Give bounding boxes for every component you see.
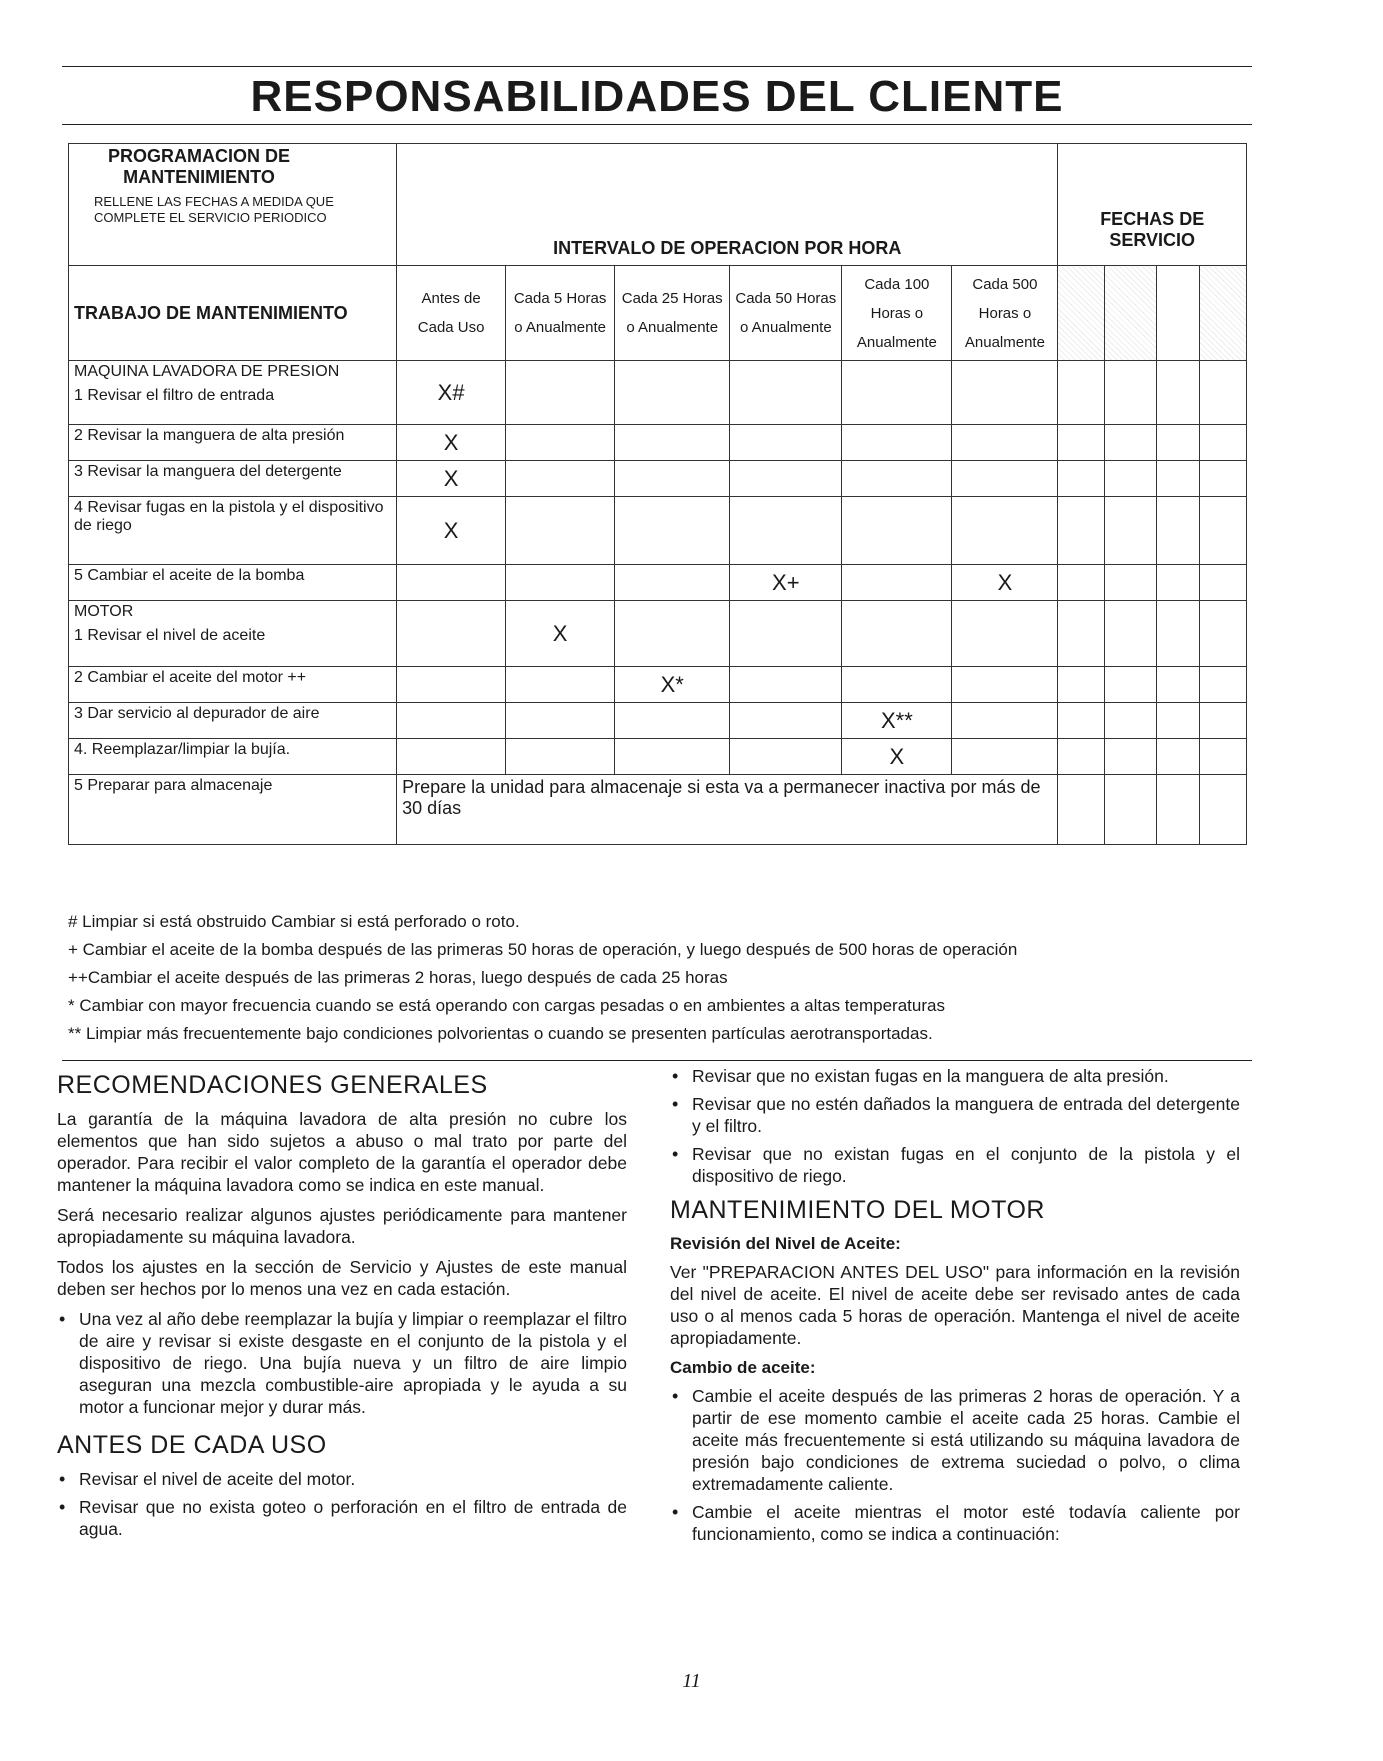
service-date-cell[interactable] (1157, 425, 1200, 461)
service-date-cell[interactable] (1058, 461, 1105, 497)
paragraph: Todos los ajustes en la sección de Servicio y Ajustes de este manual deben ser hechos por lo menos una vez en cada estación. (57, 1257, 627, 1299)
service-date-cell[interactable] (1157, 667, 1200, 703)
task-cell (69, 601, 397, 667)
interval-mark (730, 425, 842, 461)
service-date-cell[interactable] (1105, 565, 1157, 601)
prog-title: PROGRAMACION DE MANTENIMIENTO (107, 146, 290, 187)
task-cell (69, 565, 397, 601)
list-item: • Revisar que no existan fugas en la manguera de alta presión. (692, 1065, 1240, 1087)
service-date-cell[interactable] (1058, 497, 1105, 565)
subheading-cambio: Cambio de aceite: (670, 1358, 816, 1377)
service-date-cell[interactable] (1200, 361, 1247, 425)
interval-mark (730, 739, 842, 775)
paragraph: Ver "PREPARACION ANTES DEL USO" para información en la revisión del nivel de aceite. El nivel de aceite debe ser revisado antes de cada uso o al menos cada 5 horas de operación. Mantenga el nivel de aceite apropiadamente. (670, 1262, 1240, 1348)
service-date-cell[interactable] (1105, 461, 1157, 497)
task-label: 2 Revisar la manguera de alta presión (74, 427, 345, 444)
list-item: • Revisar que no estén dañados la manguera de entrada del detergente y el filtro. (692, 1093, 1240, 1137)
interval-mark (952, 425, 1058, 461)
paragraph: Será necesario realizar algunos ajustes periódicamente para mantener apropiadamente su máquina lavadora. (57, 1205, 627, 1247)
list-item: • Revisar que no existan fugas en el conjunto de la pistola y el dispositivo de riego. (692, 1143, 1240, 1187)
bullet-list (57, 1468, 627, 1540)
task-cell (69, 497, 397, 565)
interval-mark (397, 565, 506, 601)
interval-mark (615, 425, 730, 461)
interval-mark: X+ (730, 565, 842, 601)
table-row (69, 703, 1247, 739)
task-cell (69, 461, 397, 497)
service-date-cell[interactable] (1058, 703, 1105, 739)
service-date-cell[interactable] (1105, 361, 1157, 425)
interval-mark (730, 703, 842, 739)
task-cell (69, 425, 397, 461)
service-date-cell[interactable] (1200, 425, 1247, 461)
interval-mark (842, 497, 952, 565)
storage-note: Prepare la unidad para almacenaje si esta va a permanecer inactiva por más de 30 días (397, 775, 1058, 845)
table-row (69, 739, 1247, 775)
interval-mark (842, 565, 952, 601)
interval-mark (952, 667, 1058, 703)
heading-general: RECOMENDACIONES GENERALES (57, 1071, 488, 1099)
interval-label: Cada 50 Horas o Anualmente (730, 266, 842, 361)
footnote: ** Limpiar más frecuentemente bajo condiciones polvorientas o cuando se presenten partículas aerotransportadas. (68, 1024, 933, 1043)
service-date-cell[interactable] (1157, 601, 1200, 667)
task-cell (69, 361, 397, 425)
service-date-cell[interactable] (1058, 601, 1105, 667)
table-row (69, 601, 1247, 667)
service-date-cell[interactable] (1200, 775, 1247, 845)
service-date-cell[interactable] (1105, 497, 1157, 565)
interval-mark: X** (842, 703, 952, 739)
service-date-cell[interactable] (1157, 703, 1200, 739)
interval-mark (730, 361, 842, 425)
interval-mark (397, 601, 506, 667)
interval-mark (730, 497, 842, 565)
task-cell (69, 667, 397, 703)
section-label: MAQUINA LAVADORA DE PRESION (74, 363, 340, 380)
interval-mark (730, 601, 842, 667)
service-date-cell[interactable] (1200, 703, 1247, 739)
header-row-top (69, 144, 1247, 266)
task-cell (69, 739, 397, 775)
task-label: 4 Revisar fugas en la pistola y el dispositivo de riego (74, 499, 384, 534)
task-label: 5 Cambiar el aceite de la bomba (74, 567, 305, 584)
interval-mark (615, 739, 730, 775)
interval-label: Cada 100 Horas o Anualmente (842, 266, 952, 361)
interval-mark (952, 703, 1058, 739)
interval-mark: X (397, 497, 506, 565)
list-item: • Revisar el nivel de aceite del motor. (79, 1468, 627, 1490)
service-date-cell[interactable] (1200, 601, 1247, 667)
service-date-cell[interactable] (1200, 739, 1247, 775)
footnote: * Cambiar con mayor frecuencia cuando se está operando con cargas pesadas o en ambientes a altas temperaturas (68, 996, 945, 1015)
list-item: • Una vez al año debe reemplazar la bujía y limpiar o reemplazar el filtro de aire y revisar si existe desgaste en el conjunto de la pistola y el dispositivo de riego. Una bujía nueva y un filtro de aire limpio aseguran una mezcla combustible-aire apropiada y le ayuda a su motor a funcionar mejor y durar más. (79, 1308, 627, 1418)
service-dates-header: FECHAS DE SERVICIO (1058, 144, 1247, 266)
interval-mark (842, 425, 952, 461)
interval-mark (506, 703, 615, 739)
service-date-cell[interactable] (1200, 565, 1247, 601)
paragraph: La garantía de la máquina lavadora de alta presión no cubre los elementos que han sido sujetos a abuso o mal trato por parte del operador. Para recibir el valor completo de la garantía el operador debe mantener la máquina lavadora como se indica en este manual. (57, 1109, 627, 1195)
interval-mark: X (842, 739, 952, 775)
programacion-cell (69, 144, 397, 266)
service-date-cell[interactable] (1058, 266, 1105, 361)
service-date-cell[interactable] (1105, 667, 1157, 703)
maintenance-schedule-table (68, 143, 1247, 845)
interval-mark (615, 703, 730, 739)
interval-mark (506, 461, 615, 497)
task-label: 4. Reemplazar/limpiar la bujía. (74, 741, 291, 758)
service-date-cell[interactable] (1200, 461, 1247, 497)
footnotes (68, 908, 1248, 1048)
service-date-cell[interactable] (1157, 266, 1200, 361)
section-label: MOTOR (74, 603, 134, 620)
interval-mark (506, 497, 615, 565)
service-date-cell[interactable] (1157, 565, 1200, 601)
interval-mark (952, 739, 1058, 775)
interval-mark (506, 361, 615, 425)
service-date-cell[interactable] (1157, 461, 1200, 497)
heading-antes: ANTES DE CADA USO (57, 1431, 327, 1459)
interval-mark (615, 361, 730, 425)
interval-mark (730, 667, 842, 703)
service-date-cell[interactable] (1058, 667, 1105, 703)
interval-mark (952, 361, 1058, 425)
interval-mark (842, 667, 952, 703)
service-date-cell[interactable] (1105, 775, 1157, 845)
service-date-cell[interactable] (1105, 703, 1157, 739)
table-row (69, 461, 1247, 497)
service-date-cell[interactable] (1157, 775, 1200, 845)
footnote: ++Cambiar el aceite después de las primeras 2 horas, luego después de cada 25 horas (68, 968, 728, 987)
interval-mark (842, 461, 952, 497)
page-title: RESPONSABILIDADES DEL CLIENTE (250, 72, 1064, 121)
interval-mark (397, 703, 506, 739)
bullet-list (670, 1385, 1240, 1545)
task-label: 1 Revisar el filtro de entrada (74, 387, 275, 404)
service-date-cell[interactable] (1157, 739, 1200, 775)
table-row (69, 361, 1247, 425)
page-number: 11 (682, 1670, 701, 1692)
interval-mark (506, 667, 615, 703)
interval-mark (506, 565, 615, 601)
service-date-cell[interactable] (1058, 565, 1105, 601)
service-date-cell[interactable] (1200, 497, 1247, 565)
service-date-cell[interactable] (1105, 601, 1157, 667)
table-row (69, 497, 1247, 565)
service-date-cell[interactable] (1105, 425, 1157, 461)
interval-label: Antes de Cada Uso (397, 266, 506, 361)
bullet-list (57, 1308, 627, 1418)
interval-mark: X* (615, 667, 730, 703)
interval-label: Cada 5 Horas o Anualmente (506, 266, 615, 361)
service-date-cell[interactable] (1058, 739, 1105, 775)
heading-motor: MANTENIMIENTO DEL MOTOR (670, 1196, 1045, 1224)
interval-label: Cada 500 Horas o Anualmente (952, 266, 1058, 361)
interval-mark: X# (397, 361, 506, 425)
subheading-nivel: Revisión del Nivel de Aceite: (670, 1234, 901, 1253)
interval-mark (615, 461, 730, 497)
list-item: • Cambie el aceite mientras el motor esté todavía caliente por funcionamiento, como se indica a continuación: (692, 1501, 1240, 1545)
task-label: 2 Cambiar el aceite del motor ++ (74, 669, 307, 686)
interval-mark (730, 461, 842, 497)
interval-mark (842, 361, 952, 425)
task-cell (69, 703, 397, 739)
left-column (57, 1070, 627, 1548)
interval-mark: X (506, 601, 615, 667)
footnote: + Cambiar el aceite de la bomba después de las primeras 50 horas de operación, y luego después de 500 horas de operación (68, 940, 1018, 959)
right-column (670, 1065, 1240, 1553)
header-row-intervals (69, 266, 1247, 361)
title-underline (62, 124, 1252, 125)
interval-mark (397, 739, 506, 775)
task-label: 3 Revisar la manguera del detergente (74, 463, 342, 480)
list-item: • Cambie el aceite después de las primeras 2 horas de operación. Y a partir de ese momento cambie el aceite cada 25 horas. Cambie el aceite más frecuentemente si está utilizando su máquina lavadora de presión bajo condiciones de extrema suciedad o polvo, o clima extremadamente caliente. (692, 1385, 1240, 1495)
table-row (69, 667, 1247, 703)
notes-divider (62, 1060, 1252, 1061)
table-row (69, 565, 1247, 601)
interval-header: INTERVALO DE OPERACION POR HORA (397, 144, 1058, 266)
task-rows (69, 361, 1247, 775)
interval-mark (952, 461, 1058, 497)
interval-mark (397, 667, 506, 703)
prog-note: RELLENE LAS FECHAS A MEDIDA QUE COMPLETE EL SERVICIO PERIODICO (94, 194, 334, 225)
service-date-cell[interactable] (1157, 497, 1200, 565)
service-date-cell[interactable] (1105, 266, 1157, 361)
interval-mark (615, 565, 730, 601)
table-row (69, 425, 1247, 461)
interval-mark: X (397, 425, 506, 461)
service-date-cell[interactable] (1200, 266, 1247, 361)
interval-mark: X (397, 461, 506, 497)
task-label: 3 Dar servicio al depurador de aire (74, 705, 320, 722)
service-date-cell[interactable] (1157, 361, 1200, 425)
service-date-cell[interactable] (1105, 739, 1157, 775)
service-date-cell[interactable] (1058, 361, 1105, 425)
task-label: 5 Preparar para almacenaje (69, 775, 397, 845)
service-date-cell[interactable] (1058, 425, 1105, 461)
footnote: # Limpiar si está obstruido Cambiar si está perforado o roto. (68, 912, 520, 931)
service-date-cell[interactable] (1200, 667, 1247, 703)
service-date-cell[interactable] (1058, 775, 1105, 845)
interval-mark (506, 739, 615, 775)
task-label: 1 Revisar el nivel de aceite (74, 627, 266, 644)
bullet-list (670, 1065, 1240, 1187)
interval-mark (506, 425, 615, 461)
list-item: • Revisar que no exista goteo o perforación en el filtro de entrada de agua. (79, 1496, 627, 1540)
task-header: TRABAJO DE MANTENIMIENTO (69, 266, 397, 361)
interval-label: Cada 25 Horas o Anualmente (615, 266, 730, 361)
interval-mark (952, 497, 1058, 565)
interval-mark (615, 497, 730, 565)
interval-mark (952, 601, 1058, 667)
interval-mark: X (952, 565, 1058, 601)
interval-mark (615, 601, 730, 667)
interval-mark (842, 601, 952, 667)
table-row (69, 775, 1247, 845)
top-rule (62, 66, 1252, 67)
